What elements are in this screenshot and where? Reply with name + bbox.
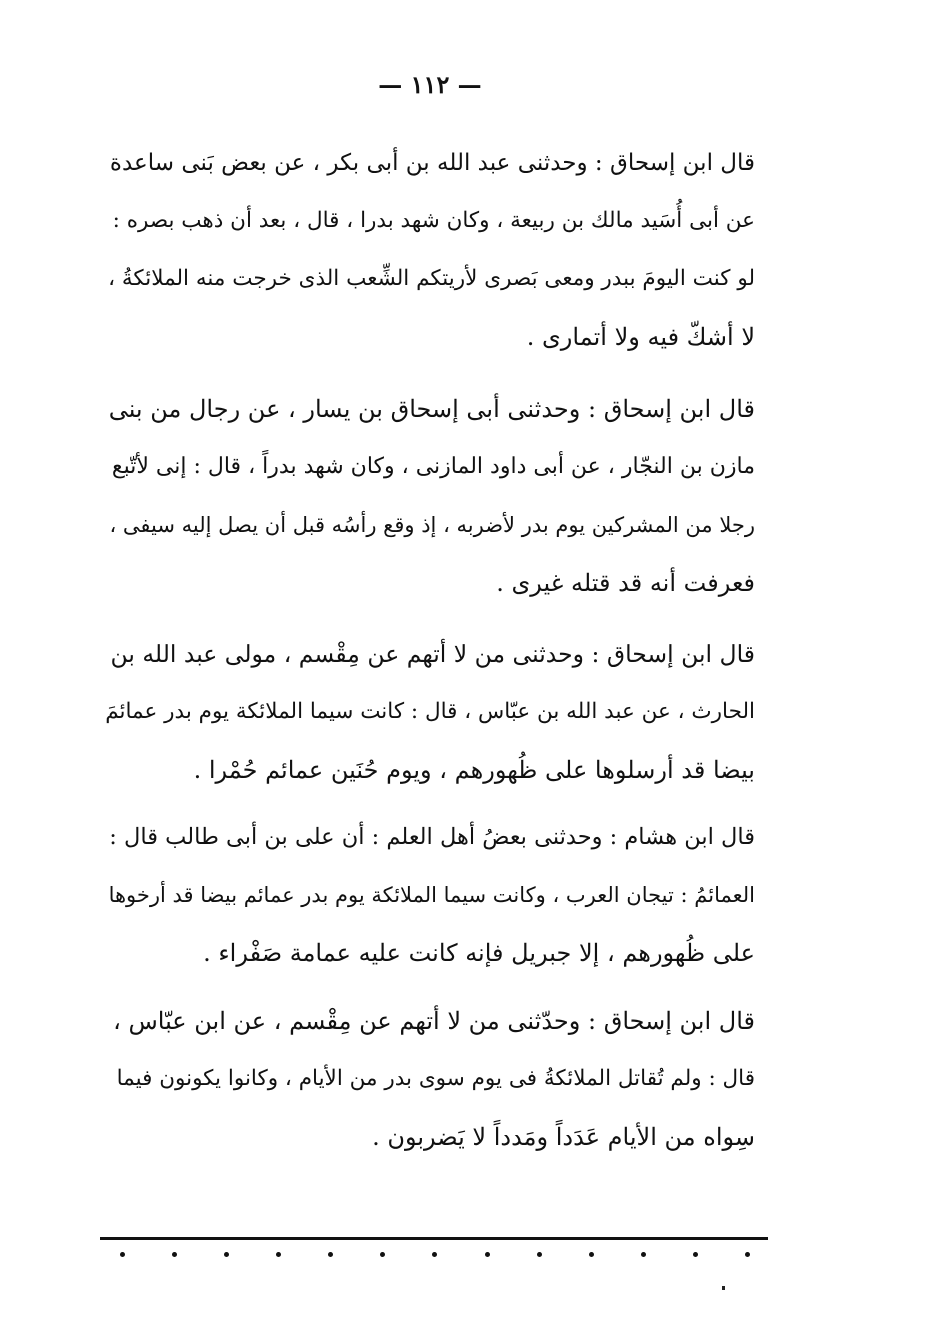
ink-mark bbox=[722, 1286, 725, 1290]
paragraph-line: على ظُهورهم ، إلا جبريل فإنه كانت عليه عمامة صَفْراء . bbox=[203, 939, 755, 967]
footer-dot bbox=[485, 1252, 490, 1257]
footer-dot bbox=[172, 1252, 177, 1257]
footer-dot bbox=[276, 1252, 281, 1257]
paragraph-line: عن أبى أُسَيد مالك بن ربيعة ، وكان شهد بدرا ، قال ، بعد أن ذهب بصره : bbox=[112, 208, 755, 233]
footer-dot bbox=[537, 1252, 542, 1257]
paragraph-line: قال ابن إسحاق : وحدّثنى من لا أتهم عن مِقْسم ، عن ابن عبّاس ، bbox=[113, 1007, 755, 1035]
page-number: — ١١٢ — bbox=[378, 70, 482, 99]
paragraph-line: الحارث ، عن عبد الله بن عبّاس ، قال : كانت سيما الملائكة يوم بدر عمائمَ bbox=[105, 699, 755, 724]
paragraph-line: سِواه من الأيام عَدَداً ومَدداً لا يَضربون . bbox=[372, 1123, 755, 1151]
paragraph-2 bbox=[105, 380, 755, 612]
paragraph-4 bbox=[105, 808, 755, 982]
paragraph-line: فعرفت أنه قد قتله غيرى . bbox=[496, 569, 755, 597]
paragraph-line: لو كنت اليومَ ببدر ومعى بَصرى لأريتكم الشِّعب الذى خرجت منه الملائكةُ ، bbox=[108, 266, 755, 291]
footer-dots bbox=[120, 1252, 750, 1257]
paragraph-line: مازن بن النجّار ، عن أبى داود المازنى ، وكان شهد بدراً ، قال : إنى لأتّبع bbox=[111, 454, 755, 479]
paragraph-5 bbox=[105, 992, 755, 1166]
paragraph-line: رجلا من المشركين يوم بدر لأضربه ، إذ وقع رأسُه قبل أن يصل إليه سيفى ، bbox=[109, 513, 755, 537]
footer-dot bbox=[693, 1252, 698, 1257]
paragraph-line: العمائمُ : تيجان العرب ، وكانت سيما الملائكة يوم بدر عمائم بيضا قد أرخوها bbox=[108, 883, 755, 907]
footer-dot bbox=[380, 1252, 385, 1257]
paragraph-line: قال : ولم تُقاتل الملائكةُ فى يوم سوى بدر من الأيام ، وكانوا يكونون فيما bbox=[116, 1066, 755, 1091]
footer-dot bbox=[432, 1252, 437, 1257]
footer-dot bbox=[120, 1252, 125, 1257]
footer-dot bbox=[641, 1252, 646, 1257]
footer-dot bbox=[328, 1252, 333, 1257]
paragraph-1 bbox=[105, 134, 755, 366]
paragraph-line: قال ابن إسحاق : وحدثنى من لا أتهم عن مِقْسم ، مولى عبد الله بن bbox=[110, 640, 755, 668]
paragraph-line: قال ابن إسحاق : وحدثنى أبى إسحاق بن يسار ، عن رجال من بنى bbox=[108, 395, 755, 423]
paragraph-line: قال ابن إسحاق : وحدثنى عبد الله بن أبى بكر ، عن بعض بَنى ساعدة bbox=[109, 150, 755, 176]
footer-dot bbox=[589, 1252, 594, 1257]
paragraph-line: قال ابن هشام : وحدثنى بعضُ أهل العلم : أن على بن أبى طالب قال : bbox=[109, 824, 755, 850]
footer-dot bbox=[745, 1252, 750, 1257]
footer-rule bbox=[100, 1237, 768, 1240]
footer-dot bbox=[224, 1252, 229, 1257]
paragraph-line: بيضا قد أرسلوها على ظُهورهم ، ويوم حُنَين عمائم حُمْرا . bbox=[193, 756, 755, 784]
paragraph-3 bbox=[105, 625, 755, 799]
paragraph-line: لا أشكّ فيه ولا أتمارى . bbox=[526, 323, 755, 351]
